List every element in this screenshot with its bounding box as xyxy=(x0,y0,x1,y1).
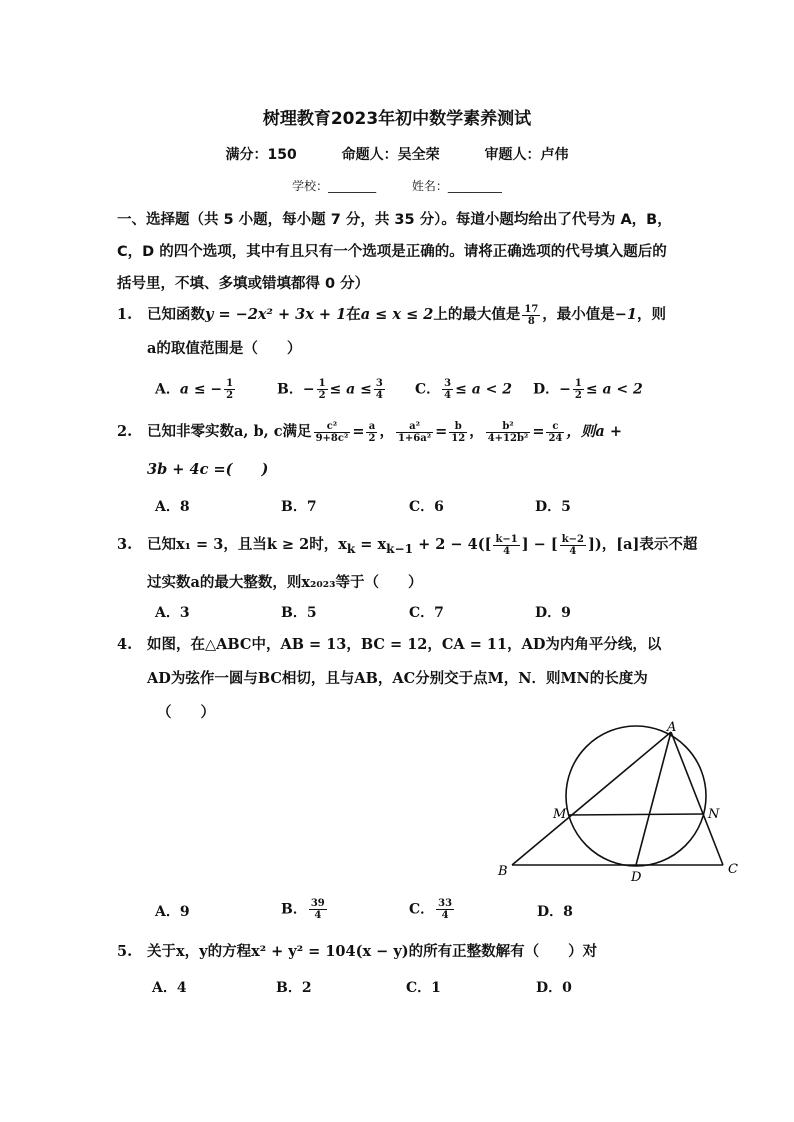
option-label: B． xyxy=(277,381,303,398)
option-label: C． xyxy=(409,901,435,918)
name-field: 姓名：_________ xyxy=(411,179,502,193)
option-expr: ≤ a < 2 xyxy=(455,381,513,398)
q1-text-2: 在 xyxy=(346,306,361,323)
option-d[interactable]: D．0 xyxy=(536,980,572,996)
q1-text-4: ，最小值是 xyxy=(542,306,615,323)
option-d[interactable]: D．9 xyxy=(535,605,571,621)
fraction xyxy=(560,534,586,557)
fraction xyxy=(546,421,564,444)
option-b[interactable]: B．5 xyxy=(281,605,317,621)
numerator: c² xyxy=(314,421,351,433)
fraction xyxy=(442,378,453,401)
q1-text-5: ，则 xyxy=(637,306,667,323)
segment-ad xyxy=(636,732,671,865)
denominator: 4 xyxy=(503,545,511,557)
q1-min: −1 xyxy=(614,306,638,323)
option-a[interactable]: A．4 xyxy=(152,980,187,996)
fraction xyxy=(314,421,351,444)
denominator: 2 xyxy=(318,390,326,401)
student-info xyxy=(0,177,794,194)
option-c[interactable]: C．7 xyxy=(409,605,444,621)
segment-ab xyxy=(512,732,671,865)
numerator: k−2 xyxy=(561,533,584,545)
numerator: 1 xyxy=(226,378,234,389)
question-2 xyxy=(117,415,682,487)
option-label: A． xyxy=(155,381,180,398)
label-c: C xyxy=(728,862,738,877)
option-d[interactable] xyxy=(533,378,643,401)
option-c[interactable] xyxy=(409,898,456,921)
numerator: 1 xyxy=(574,378,582,389)
denominator: 4 xyxy=(314,910,322,921)
option-a[interactable]: A．8 xyxy=(155,499,190,515)
separator: ， xyxy=(469,423,484,440)
denominator: 4 xyxy=(441,910,449,921)
q4-line2: AD为弦作一圆与BC相切，且与AB，AC分别交于点M，N．则MN的长度为 xyxy=(147,670,648,687)
numerator: a² xyxy=(396,421,433,433)
separator: ， xyxy=(379,423,394,440)
fraction xyxy=(374,378,385,401)
question-number: 1. xyxy=(117,306,133,323)
fraction xyxy=(573,378,584,401)
full-score: 满分：150 xyxy=(225,147,297,163)
circle xyxy=(566,726,706,866)
section-instructions: 一、选择题（共 5 小题，每小题 7 分，共 35 分）。每道小题均给出了代号为 A，B，C，D 的四个选项，其中有且只有一个选项是正确的。请将正确选项的代号填入题后的括号里，不填、多填或错填都得 0 分） xyxy=(117,212,672,292)
q2-line2: 3b + 4c =( ) xyxy=(147,461,269,478)
option-c[interactable]: C．6 xyxy=(409,499,444,515)
equals: = xyxy=(352,423,365,440)
denominator: 2 xyxy=(574,390,582,401)
question-number: 2. xyxy=(117,423,133,440)
q3-text-3: + 2 − 4( xyxy=(413,536,485,553)
reviewer: 审题人：卢伟 xyxy=(484,147,569,163)
q1-max-fraction xyxy=(522,304,540,327)
denominator: 4 xyxy=(569,545,577,557)
option-expr: ≤ a < 2 xyxy=(585,381,643,398)
option-expr: ≤ a ≤ xyxy=(329,381,372,398)
question-number: 3. xyxy=(117,536,133,553)
option-b[interactable] xyxy=(281,898,329,921)
denominator: 2 xyxy=(226,390,234,401)
numerator: b xyxy=(449,421,467,433)
author: 命题人：吴全荣 xyxy=(341,147,440,163)
denominator: 4 xyxy=(375,390,383,401)
q1-text-3: 上的最大值是 xyxy=(433,306,521,323)
fraction xyxy=(449,421,467,444)
q1-domain: a ≤ x ≤ 2 xyxy=(360,306,434,323)
denominator: 8 xyxy=(527,315,535,327)
q5-options xyxy=(152,977,692,1001)
option-label: D． xyxy=(533,381,560,398)
option-expr: a ≤ − xyxy=(179,381,223,398)
question-3: 3. 已知x₁ = 3，且当k ≥ 2时，$x_k = x_{k-1} + 2 - 4$([ $\frac{k-1}{4}$ ] − [ $\frac{k-2}{4}$ ])，[a]表示不超 过实数a的最大整数，则x₂₀₂₃等于（ ） xyxy=(117,528,682,600)
fraction xyxy=(436,898,454,921)
page-title: 树理教育2023年初中数学素养测试 xyxy=(262,109,532,129)
fraction xyxy=(493,534,519,557)
label-b: B xyxy=(498,864,508,879)
denominator: 12 xyxy=(451,432,466,444)
question-number: 4. xyxy=(117,636,133,653)
exam-meta xyxy=(0,144,794,164)
q4-options xyxy=(155,898,695,924)
option-a[interactable]: A．3 xyxy=(155,605,190,621)
numerator: 3 xyxy=(375,378,383,389)
denominator: 9+8c² xyxy=(315,432,349,444)
q3-text-4: )，[a]表示不超 xyxy=(594,536,698,553)
question-5 xyxy=(117,935,682,969)
q5-line1: 关于x，y的方程x² + y² = 104(x − y)的所有正整数解有（ ）对 xyxy=(147,943,598,960)
q3-text-2: = x xyxy=(355,536,387,553)
numerator: b² xyxy=(486,421,531,433)
option-expr: − xyxy=(559,381,571,398)
fraction xyxy=(309,898,327,921)
option-a[interactable] xyxy=(155,378,237,401)
q2-options xyxy=(155,496,695,520)
denominator: 2 xyxy=(368,432,376,444)
option-c[interactable] xyxy=(415,378,512,401)
numerator: k−1 xyxy=(495,533,518,545)
label-d: D xyxy=(631,870,642,885)
numerator: a xyxy=(366,421,377,433)
numerator: 33 xyxy=(438,898,453,909)
q3-text: 已知x₁ = 3，且当k ≥ 2时，x xyxy=(147,536,347,553)
option-b[interactable] xyxy=(277,378,387,401)
numerator: 1 xyxy=(318,378,326,389)
numerator: 39 xyxy=(310,898,325,909)
q1-line2: a的取值范围是（ ） xyxy=(147,340,302,357)
option-d[interactable]: D．8 xyxy=(537,904,573,920)
label-n: N xyxy=(708,807,720,822)
segment-ac xyxy=(671,732,723,865)
question-number: 5. xyxy=(117,943,133,960)
fraction xyxy=(366,421,377,444)
label-a: A xyxy=(667,720,677,735)
q3-options xyxy=(155,602,695,626)
fraction xyxy=(224,378,235,401)
q2-text: 已知非零实数a, b, c满足 xyxy=(147,423,312,440)
q1-text: 已知函数 xyxy=(147,306,205,323)
numerator: c xyxy=(546,421,564,433)
option-a[interactable]: A．9 xyxy=(155,904,190,920)
denominator: 4 xyxy=(444,390,452,401)
fraction xyxy=(486,421,531,444)
denominator: 4+12b² xyxy=(487,432,529,444)
numerator: 17 xyxy=(524,303,539,315)
school-field: 学校：________ xyxy=(292,179,377,193)
q4-line3: （ ） xyxy=(157,704,215,721)
subscript: k xyxy=(346,541,356,556)
question-4 xyxy=(117,628,682,730)
option-label: B． xyxy=(281,901,307,918)
option-b[interactable]: B．7 xyxy=(281,499,317,515)
q1-options xyxy=(155,378,695,402)
option-c[interactable]: C．1 xyxy=(406,980,441,996)
triangle-circle-figure xyxy=(490,718,750,893)
equals: = xyxy=(435,423,448,440)
minus: − xyxy=(528,536,551,553)
numerator: 3 xyxy=(444,378,452,389)
segment-mn xyxy=(568,814,704,815)
subscript: k−1 xyxy=(386,541,414,556)
option-expr: − xyxy=(302,381,315,398)
fraction xyxy=(396,421,433,444)
q1-function: y = −2x² + 3x + 1 xyxy=(205,306,347,323)
denominator: 24 xyxy=(548,432,563,444)
q3-line2: 过实数a的最大整数，则x₂₀₂₃等于（ ） xyxy=(147,573,423,591)
denominator: 1+6a² xyxy=(397,432,432,444)
option-d[interactable]: D．5 xyxy=(535,499,571,515)
equals: = xyxy=(532,423,545,440)
q4-line1: 如图，在△ABC中，AB = 13，BC = 12，CA = 11，AD为内角平分线，以 xyxy=(147,636,662,653)
option-b[interactable]: B．2 xyxy=(276,980,312,996)
option-label: C． xyxy=(415,381,441,398)
fraction xyxy=(317,378,328,401)
q2-text-2: ，则a + xyxy=(566,423,622,440)
label-m: M xyxy=(553,807,567,822)
question-1 xyxy=(117,298,682,366)
